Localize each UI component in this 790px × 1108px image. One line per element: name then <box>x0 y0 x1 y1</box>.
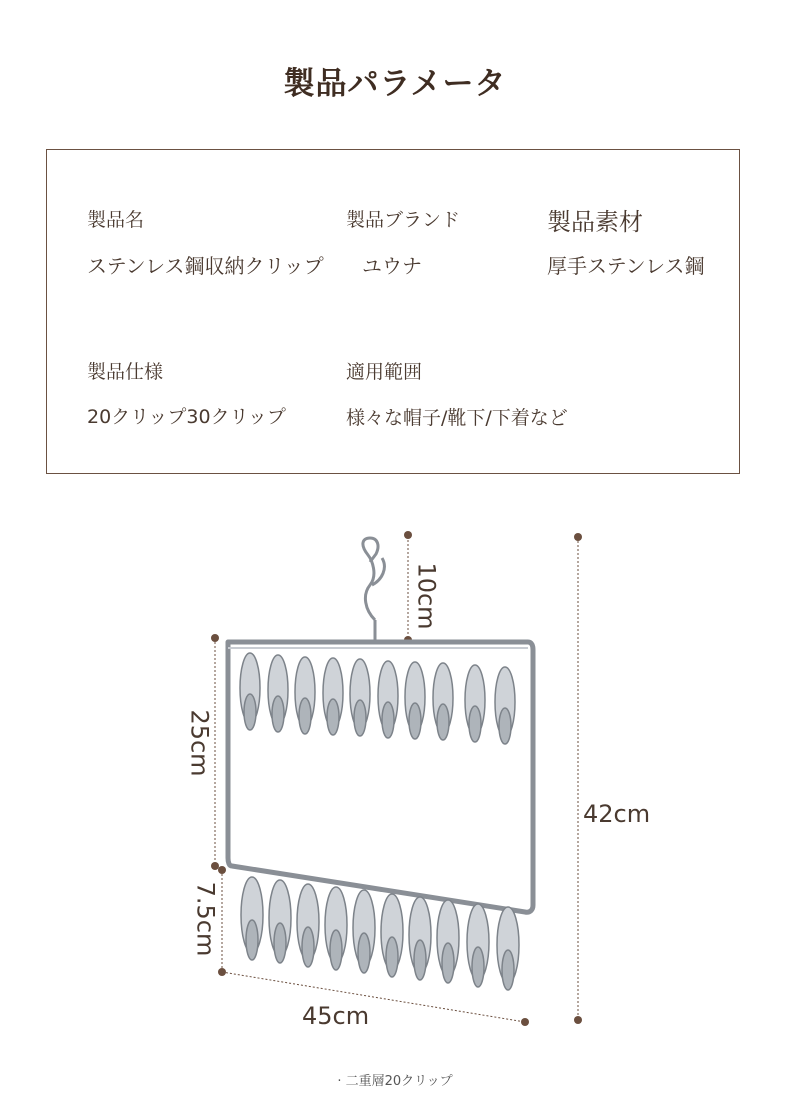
dim-clip-length: 7.5cm <box>191 881 220 957</box>
material-label: 製品素材 <box>547 208 643 236</box>
dim-hook: 10cm <box>412 562 441 630</box>
caption: · 二重層20クリップ <box>337 1074 453 1089</box>
material-value: 厚手ステンレス鋼 <box>547 254 705 278</box>
brand-label: 製品ブランド <box>346 209 461 231</box>
page-title: 製品パラメータ <box>283 66 507 102</box>
bottom-clips <box>241 877 519 990</box>
name-value: ステンレス鋼収納クリップ <box>87 254 324 278</box>
name-label: 製品名 <box>87 209 145 231</box>
spec-table <box>46 149 740 474</box>
top-clips <box>240 653 515 744</box>
usage-label: 適用範囲 <box>346 361 423 383</box>
dim-width: 45cm <box>302 1002 370 1030</box>
hook-icon <box>363 538 384 640</box>
usage-value: 様々な帽子/靴下/下着など <box>346 407 568 429</box>
hanger-diagram <box>0 500 790 1060</box>
dim-total-height: 42cm <box>583 800 651 828</box>
spec-value: 20クリップ30クリップ <box>87 406 286 428</box>
dim-frame-height: 25cm <box>185 709 214 777</box>
spec-label: 製品仕様 <box>87 361 164 383</box>
brand-value: ユウナ <box>362 254 422 278</box>
